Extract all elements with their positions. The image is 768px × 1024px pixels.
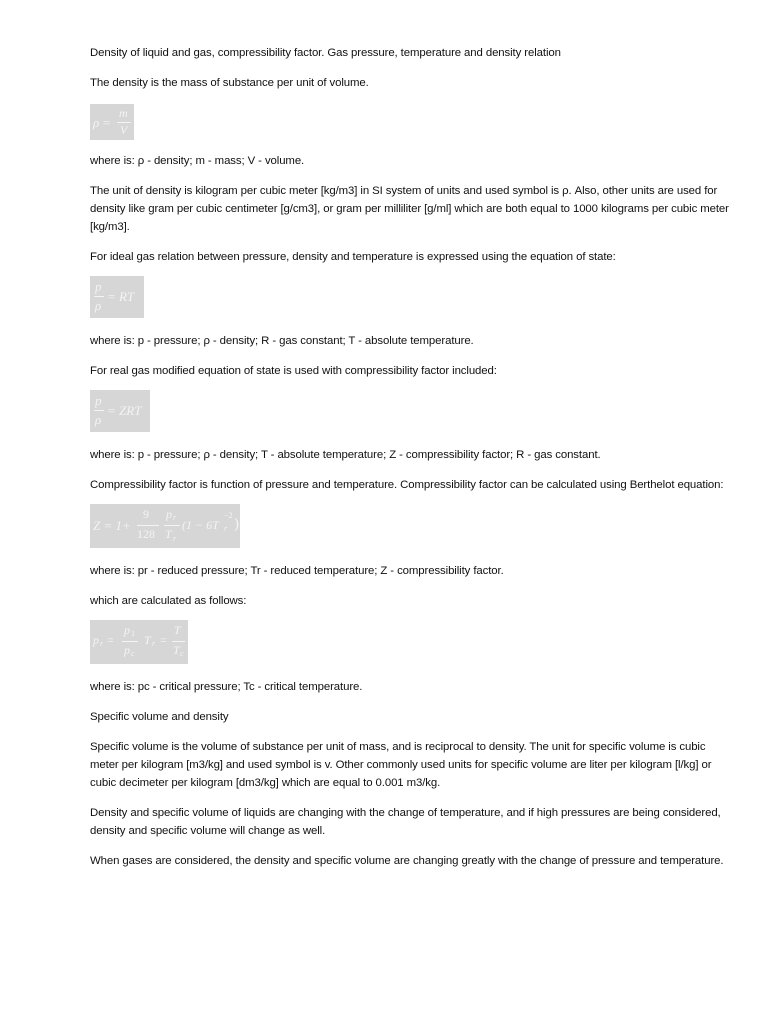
eq-reduced-equals-2: = [160, 633, 167, 647]
eq-reduced-tr: T [144, 633, 151, 647]
eq-reduced-t-den: T [173, 643, 180, 657]
equation-real-gas [90, 390, 150, 432]
eq-berthelot-paren: (1 − 6T [182, 518, 219, 532]
heading-specific-volume: Specific volume and density [90, 711, 229, 723]
eq-reduced-tr-sub: r [152, 639, 156, 648]
eq-reduced-p-bar [122, 641, 138, 642]
paragraph-specific-volume: Specific volume is the volume of substance per unit of mass, and is reciprocal to density. The unit for specific volume is cubic meter per kilogram [m3/kg] and used symbol is v. Other commonly used units for specific volume are liter per kilogram [l/kg] or cubic decimeter per kilogram [dm3/kg] which are equal to 0.001 m3/kg. [90, 741, 712, 789]
equation-berthelot [90, 504, 240, 548]
paragraph-where-1: where is: ρ - density; m - mass; V - volume. [90, 155, 305, 167]
eq-density-equals: = [103, 115, 111, 130]
eq-berthelot-coef-den: 128 [137, 527, 155, 541]
eq-real-denominator: ρ [95, 412, 102, 427]
eq-reduced-pr: p [93, 633, 99, 647]
paragraph-calculated: which are calculated as follows: [90, 595, 247, 607]
paragraph-ideal-gas: For ideal gas relation between pressure, density and temperature is expressed using the equation of state: [90, 251, 616, 263]
paragraph-where-5: where is: pc - critical pressure; Tc - critical temperature. [90, 681, 363, 693]
equation-reduced-values [90, 620, 188, 664]
eq-ideal-denominator: ρ [95, 298, 102, 313]
eq-berthelot-frac-num-sub: r [173, 513, 177, 522]
eq-density-rho: ρ [93, 115, 100, 130]
eq-ideal-rhs: = RT [107, 289, 135, 304]
paragraph-units: The unit of density is kilogram per cubic meter [kg/m3] in SI system of units and used symbol is ρ. Also, other units are used for density like gram per cubic centimeter [g/cm3], or gram per milliliter [g/ml] which are both equal to 1000 kilograms per cubic meter [kg/m3]. [90, 185, 729, 233]
paragraph-real-gas: For real gas modified equation of state is used with compressibility factor included: [90, 365, 497, 377]
eq-berthelot-coef-num: 9 [143, 507, 149, 521]
eq-reduced-t-den-sub: c [180, 649, 184, 658]
eq-real-rhs: = ZRT [107, 403, 142, 418]
eq-reduced-p-num: p [124, 623, 130, 637]
equation-ideal-gas [90, 276, 144, 318]
eq-berthelot-frac-den: T [165, 527, 172, 541]
eq-density-numerator: m [119, 106, 128, 120]
paragraph-gases: When gases are considered, the density and specific volume are changing greatly with the change of pressure and temperature. [90, 855, 724, 867]
eq-density-denominator: V [120, 123, 128, 137]
document-title: Density of liquid and gas, compressibility factor. Gas pressure, temperature and density relation [90, 47, 561, 59]
eq-berthelot-close-paren: ) [234, 516, 239, 532]
paragraph-where-3: where is: p - pressure; ρ - density; T - absolute temperature; Z - compressibility factor; R - gas constant. [90, 449, 601, 461]
eq-reduced-p-den-sub: c [131, 649, 135, 658]
eq-berthelot-coef-bar [137, 525, 159, 526]
eq-berthelot-frac-num: p [166, 507, 172, 521]
equation-density [90, 104, 134, 140]
eq-reduced-equals-1: = [107, 633, 114, 647]
eq-reduced-t-bar [172, 641, 185, 642]
eq-real-fraction-bar [94, 410, 104, 411]
eq-berthelot-frac-bar [164, 525, 180, 526]
eq-berthelot-paren-sub: r [224, 524, 228, 533]
paragraph-where-2: where is: p - pressure; ρ - density; R - gas constant; T - absolute temperature. [90, 335, 474, 347]
eq-reduced-p-num-sub: 1 [131, 629, 135, 638]
paragraph-compressibility: Compressibility factor is function of pressure and temperature. Compressibility factor can be calculated using Berthelot equation: [90, 479, 724, 491]
eq-berthelot-lhs: Z = 1+ [93, 518, 131, 533]
eq-reduced-p-den: p [124, 643, 130, 657]
eq-reduced-t-num: T [174, 623, 181, 637]
eq-real-numerator: p [95, 393, 102, 408]
eq-berthelot-frac-den-sub: r [173, 534, 177, 543]
paragraph-liquids: Density and specific volume of liquids are changing with the change of temperature, and if high pressures are being considered, density and specific volume will change as well. [90, 807, 721, 837]
eq-berthelot-paren-sup: −2 [224, 511, 233, 520]
paragraph-where-4: where is: pr - reduced pressure; Tr - reduced temperature; Z - compressibility factor. [90, 565, 504, 577]
paragraph-density-definition: The density is the mass of substance per unit of volume. [90, 77, 369, 89]
eq-ideal-numerator: p [95, 279, 102, 294]
eq-reduced-pr-sub: r [100, 639, 104, 648]
document-content [90, 44, 730, 870]
eq-ideal-fraction-bar [94, 296, 104, 297]
